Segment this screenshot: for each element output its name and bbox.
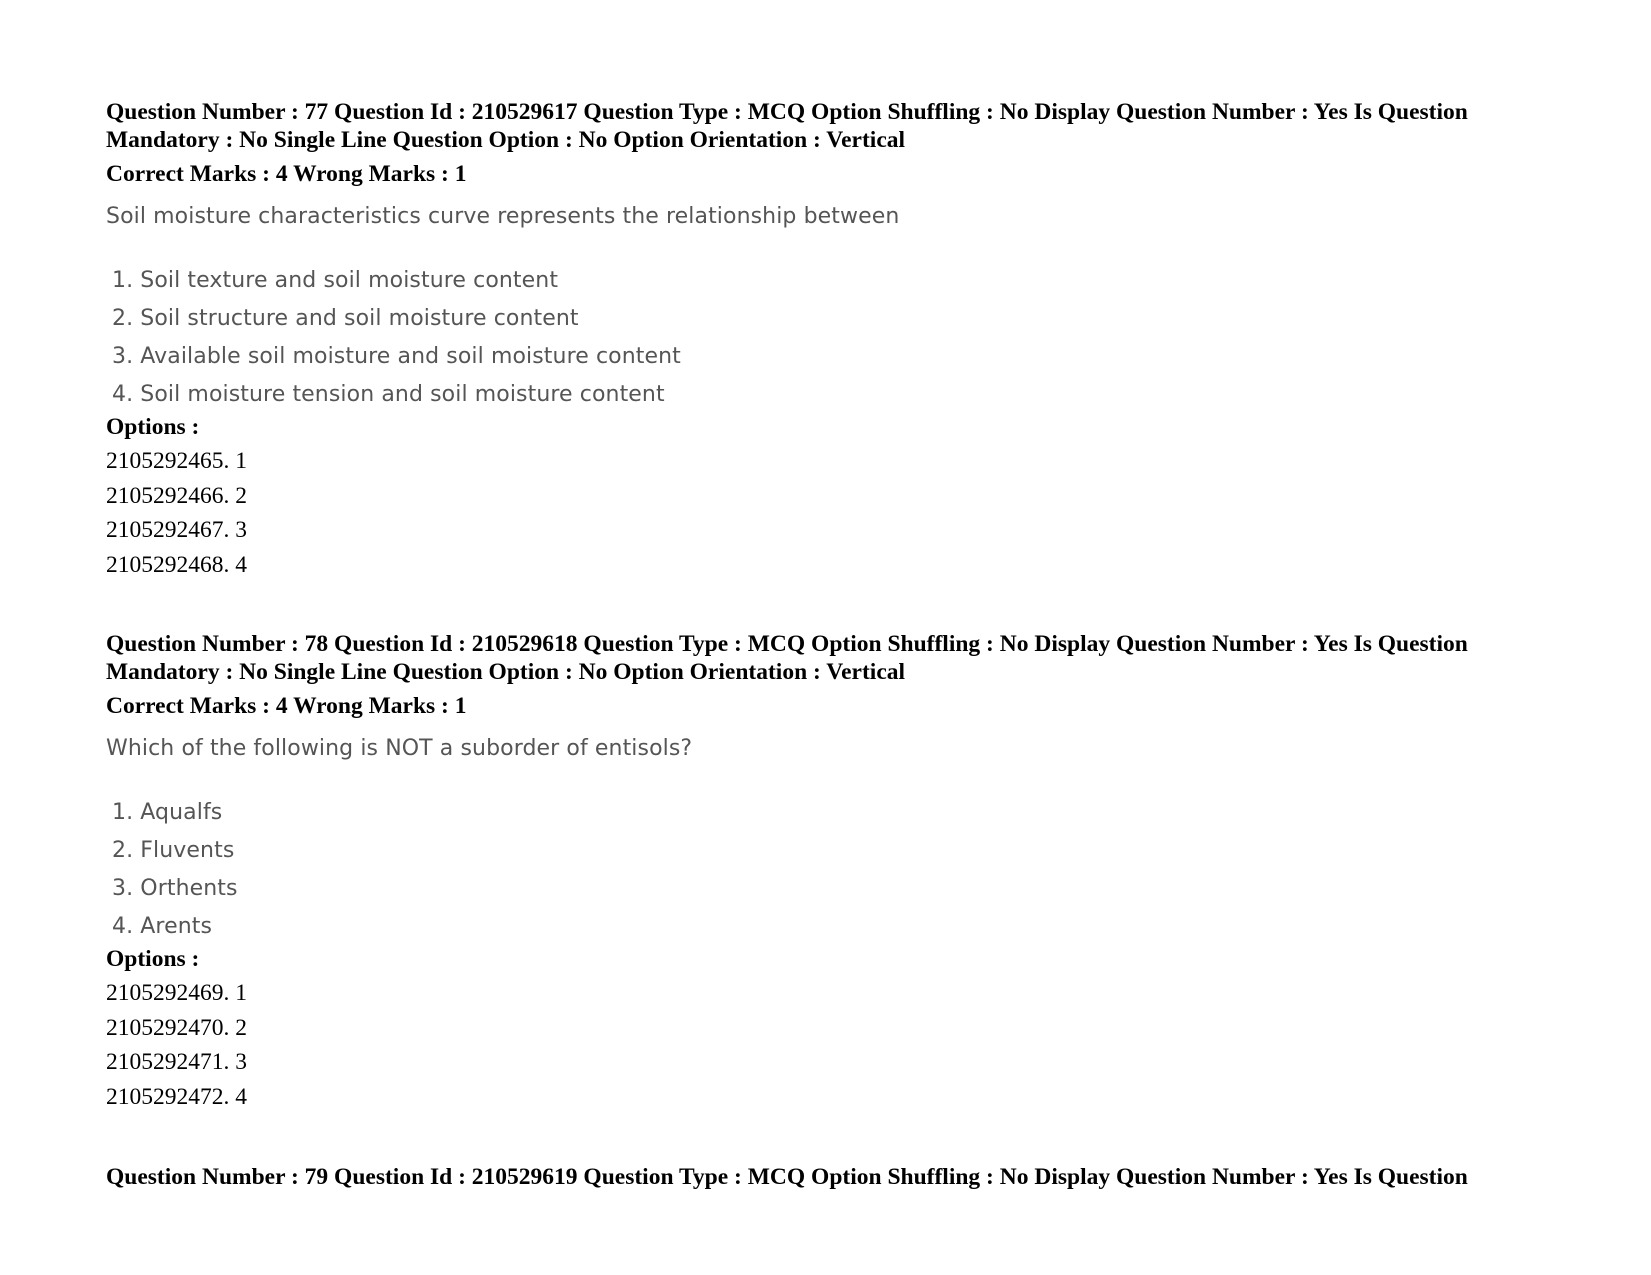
question-meta-line2: Mandatory : No Single Line Question Option : No Option Orientation : Vertical <box>106 127 906 153</box>
question-block-79 <box>106 1163 1576 1191</box>
question-meta-line1: Question Number : 79 Question Id : 210529619 Question Type : MCQ Option Shuffling : No Display Question Number : Yes Is Question <box>106 1164 1468 1190</box>
options-label: Options : <box>106 414 200 440</box>
option-id: 2105292469. 1 <box>106 980 247 1006</box>
choice-item: 2. Fluvents <box>112 838 235 863</box>
question-meta-line1: Question Number : 77 Question Id : 210529617 Question Type : MCQ Option Shuffling : No Display Question Number : Yes Is Question <box>106 99 1468 125</box>
marks-line: Correct Marks : 4 Wrong Marks : 1 <box>106 693 467 719</box>
option-id-list <box>106 978 1576 1116</box>
choice-item: 1. Aqualfs <box>112 800 223 825</box>
choice-item: 1. Soil texture and soil moisture content <box>112 268 559 293</box>
option-id: 2105292471. 3 <box>106 1049 247 1075</box>
options-label: Options : <box>106 946 200 972</box>
marks-line: Correct Marks : 4 Wrong Marks : 1 <box>106 161 467 187</box>
option-id: 2105292468. 4 <box>106 551 247 578</box>
choice-item: 4. Soil moisture tension and soil moisture content <box>112 382 665 407</box>
choice-item: 2. Soil structure and soil moisture content <box>112 306 579 331</box>
choice-item: 3. Orthents <box>112 876 238 901</box>
option-id: 2105292470. 2 <box>106 1014 247 1041</box>
question-text: Soil moisture characteristics curve represents the relationship between <box>106 204 900 229</box>
question-meta <box>106 1163 1576 1191</box>
question-meta-line2: Mandatory : No Single Line Question Option : No Option Orientation : Vertical <box>106 659 906 685</box>
option-id: 2105292472. 4 <box>106 1083 247 1110</box>
option-id-list <box>106 446 1576 584</box>
question-block-78 <box>106 630 1576 1116</box>
option-id: 2105292467. 3 <box>106 517 247 543</box>
option-id: 2105292465. 1 <box>106 448 247 474</box>
choice-item: 4. Arents <box>112 914 213 939</box>
question-text: Which of the following is NOT a suborder of entisols? <box>106 736 693 761</box>
answer-choices <box>112 798 1576 950</box>
answer-choices <box>112 266 1576 418</box>
option-id: 2105292466. 2 <box>106 482 247 509</box>
question-meta-line1: Question Number : 78 Question Id : 210529618 Question Type : MCQ Option Shuffling : No Display Question Number : Yes Is Question <box>106 631 1468 657</box>
question-block-77 <box>106 98 1576 584</box>
question-meta <box>106 630 1576 686</box>
choice-item: 3. Available soil moisture and soil moisture content <box>112 344 681 369</box>
question-meta <box>106 98 1576 154</box>
